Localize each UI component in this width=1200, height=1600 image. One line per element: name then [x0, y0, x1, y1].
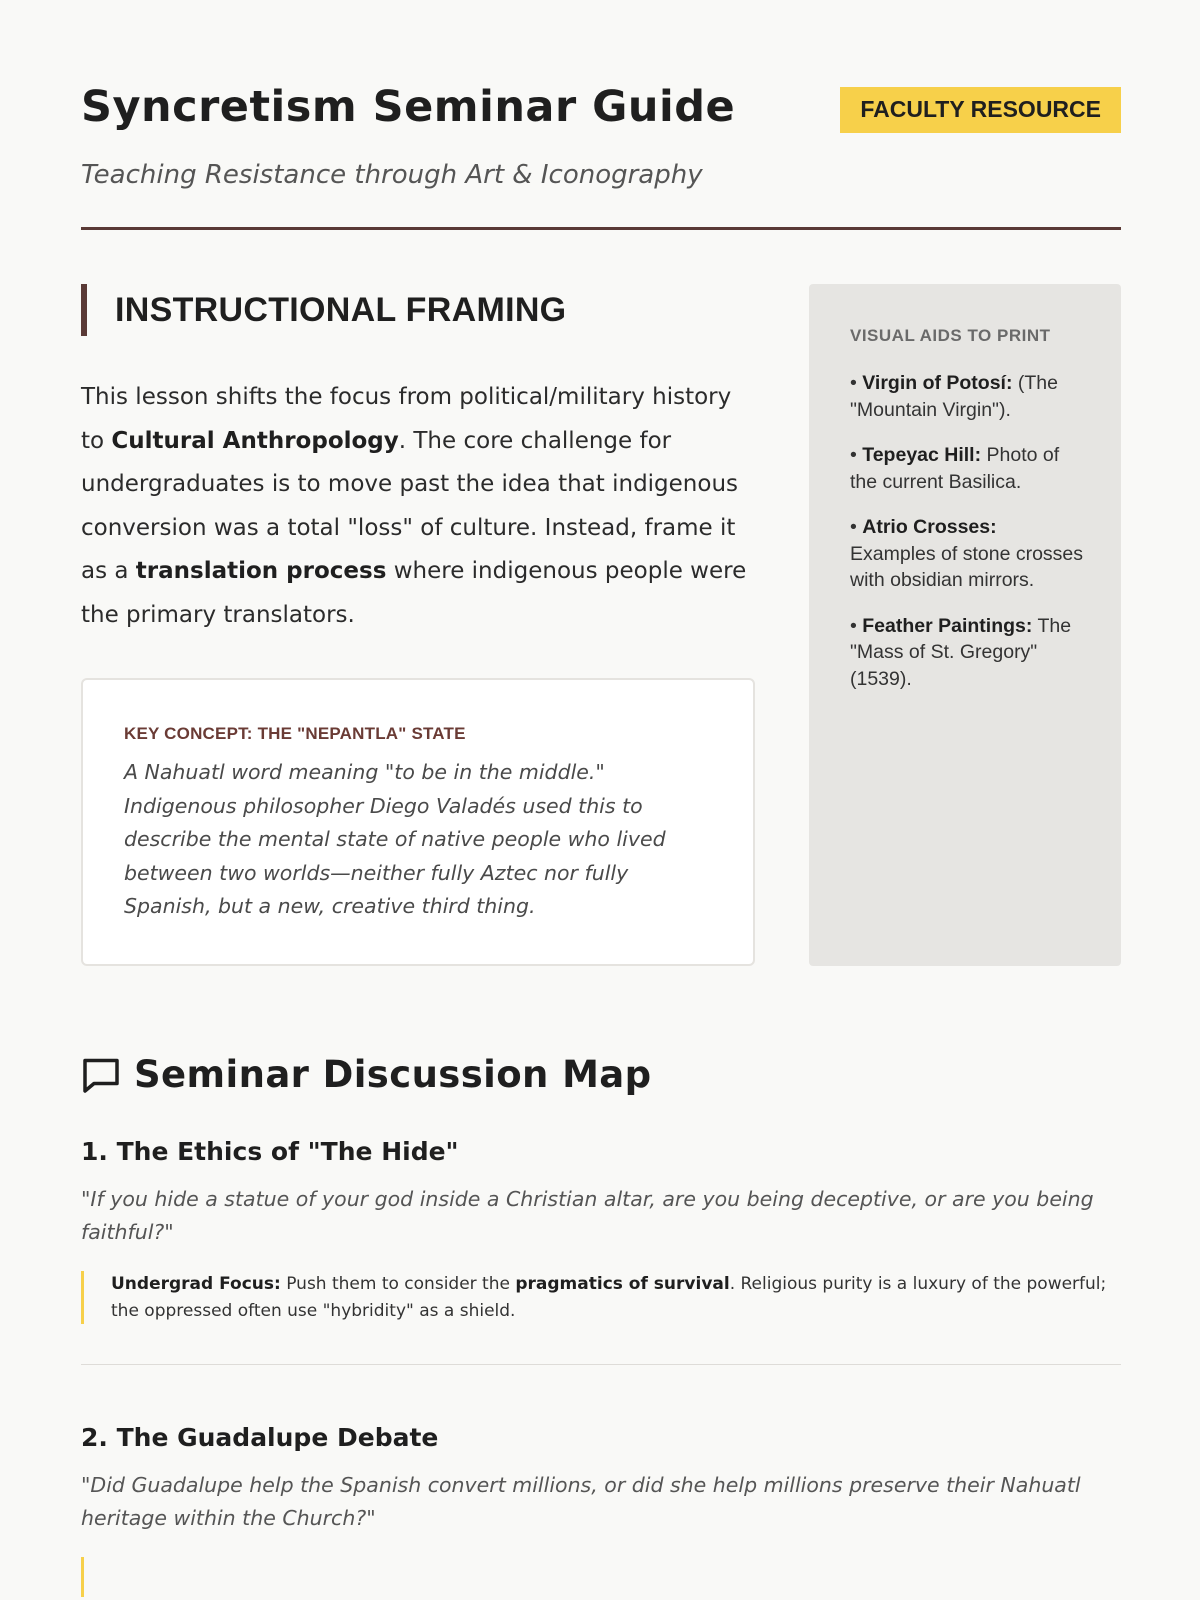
lead-text-3: where indigenous people were the primary translators. [81, 558, 747, 628]
note-label: Undergrad Focus: [111, 1274, 281, 1294]
note-text-1: Push them to consider the [280, 1274, 516, 1294]
discussion-question [81, 1137, 1121, 1324]
question-quote: "If you hide a statue of your god inside a Christian altar, are you being deceptive, or are you being faithful?" [81, 1187, 1094, 1244]
discussion-question [81, 1423, 1121, 1597]
page-title: Syncretism Seminar Guide [81, 82, 736, 132]
key-concept-label: KEY CONCEPT: THE "NEPANTLA" STATE [124, 724, 466, 743]
note-bold: pragmatics of survival [515, 1274, 730, 1294]
faculty-resource-badge: FACULTY RESOURCE [840, 87, 1121, 133]
visual-aid-item: • Virgin of Potosí: (The "Mountain Virgin"). [850, 372, 1058, 421]
key-concept-card [81, 678, 755, 966]
chat-bubble-icon [81, 1057, 121, 1095]
framing-lead-paragraph [81, 376, 756, 637]
discussion-heading-row [81, 1050, 1121, 1100]
discussion-heading: Seminar Discussion Map [134, 1053, 652, 1096]
question-title: 2. The Guadalupe Debate [81, 1423, 439, 1452]
lead-bold-1: Cultural Anthropology [111, 427, 399, 454]
page-subtitle: Teaching Resistance through Art & Iconography [81, 160, 703, 190]
framing-section [81, 284, 1121, 966]
undergrad-focus-note [81, 1271, 1121, 1324]
page [81, 0, 1121, 1530]
question-title: 1. The Ethics of "The Hide" [81, 1137, 459, 1166]
visual-aid-item: • Feather Paintings: The "Mass of St. Gregory" (1539). [850, 614, 1072, 690]
visual-aid-desc: (The "Mountain Virgin"). [850, 372, 1058, 421]
visual-aid-desc: Examples of stone crosses with obsidian mirrors. [850, 542, 1084, 591]
section-divider [81, 1364, 1121, 1365]
framing-heading: INSTRUCTIONAL FRAMING [115, 291, 567, 329]
key-concept-text: A Nahuatl word meaning "to be in the middle." Indigenous philosopher Diego Valadés used this to describe the mental state of native people who lived between two worlds—neither fully Aztec nor fully Spanish, but a new, creative third thing. [124, 760, 666, 918]
visual-aids-sidebar [809, 284, 1121, 966]
lead-text-2: . The core challenge for undergraduates is to move past the idea that indigenous conversion was a total "loss" of culture. Instead, frame it as a [81, 427, 739, 584]
visual-aid-desc: The "Mass of St. Gregory" (1539). [850, 614, 1072, 690]
undergrad-focus-note [81, 1557, 1121, 1597]
discussion-section [81, 1050, 1121, 1597]
note-text-2: . Religious purity is a luxury of the powerful; the oppressed often use "hybridity" as a shield. [111, 1274, 1107, 1321]
visual-aid-name: Virgin of Potosí: [862, 372, 1013, 394]
visual-aid-name: Tepeyac Hill: [862, 444, 982, 466]
visual-aid-item: • Tepeyac Hill: Photo of the current Basilica. [850, 444, 1060, 493]
page-header [81, 0, 1121, 230]
visual-aids-list [850, 370, 1085, 692]
visual-aids-title: VISUAL AIDS TO PRINT [850, 326, 1051, 345]
lead-bold-2: translation process [135, 558, 387, 584]
lead-text-1: This lesson shifts the focus from political/military history to [81, 384, 732, 454]
question-quote: "Did Guadalupe help the Spanish convert millions, or did she help millions preserve their Nahuatl heritage within the Church?" [81, 1473, 1081, 1530]
visual-aid-desc: Photo of the current Basilica. [850, 444, 1060, 493]
visual-aid-item: • Atrio Crosses: Examples of stone crosses with obsidian mirrors. [850, 516, 1084, 591]
framing-heading-bar [81, 284, 566, 336]
visual-aid-name: Feather Paintings: [862, 614, 1033, 637]
visual-aid-name: Atrio Crosses: [862, 516, 997, 538]
